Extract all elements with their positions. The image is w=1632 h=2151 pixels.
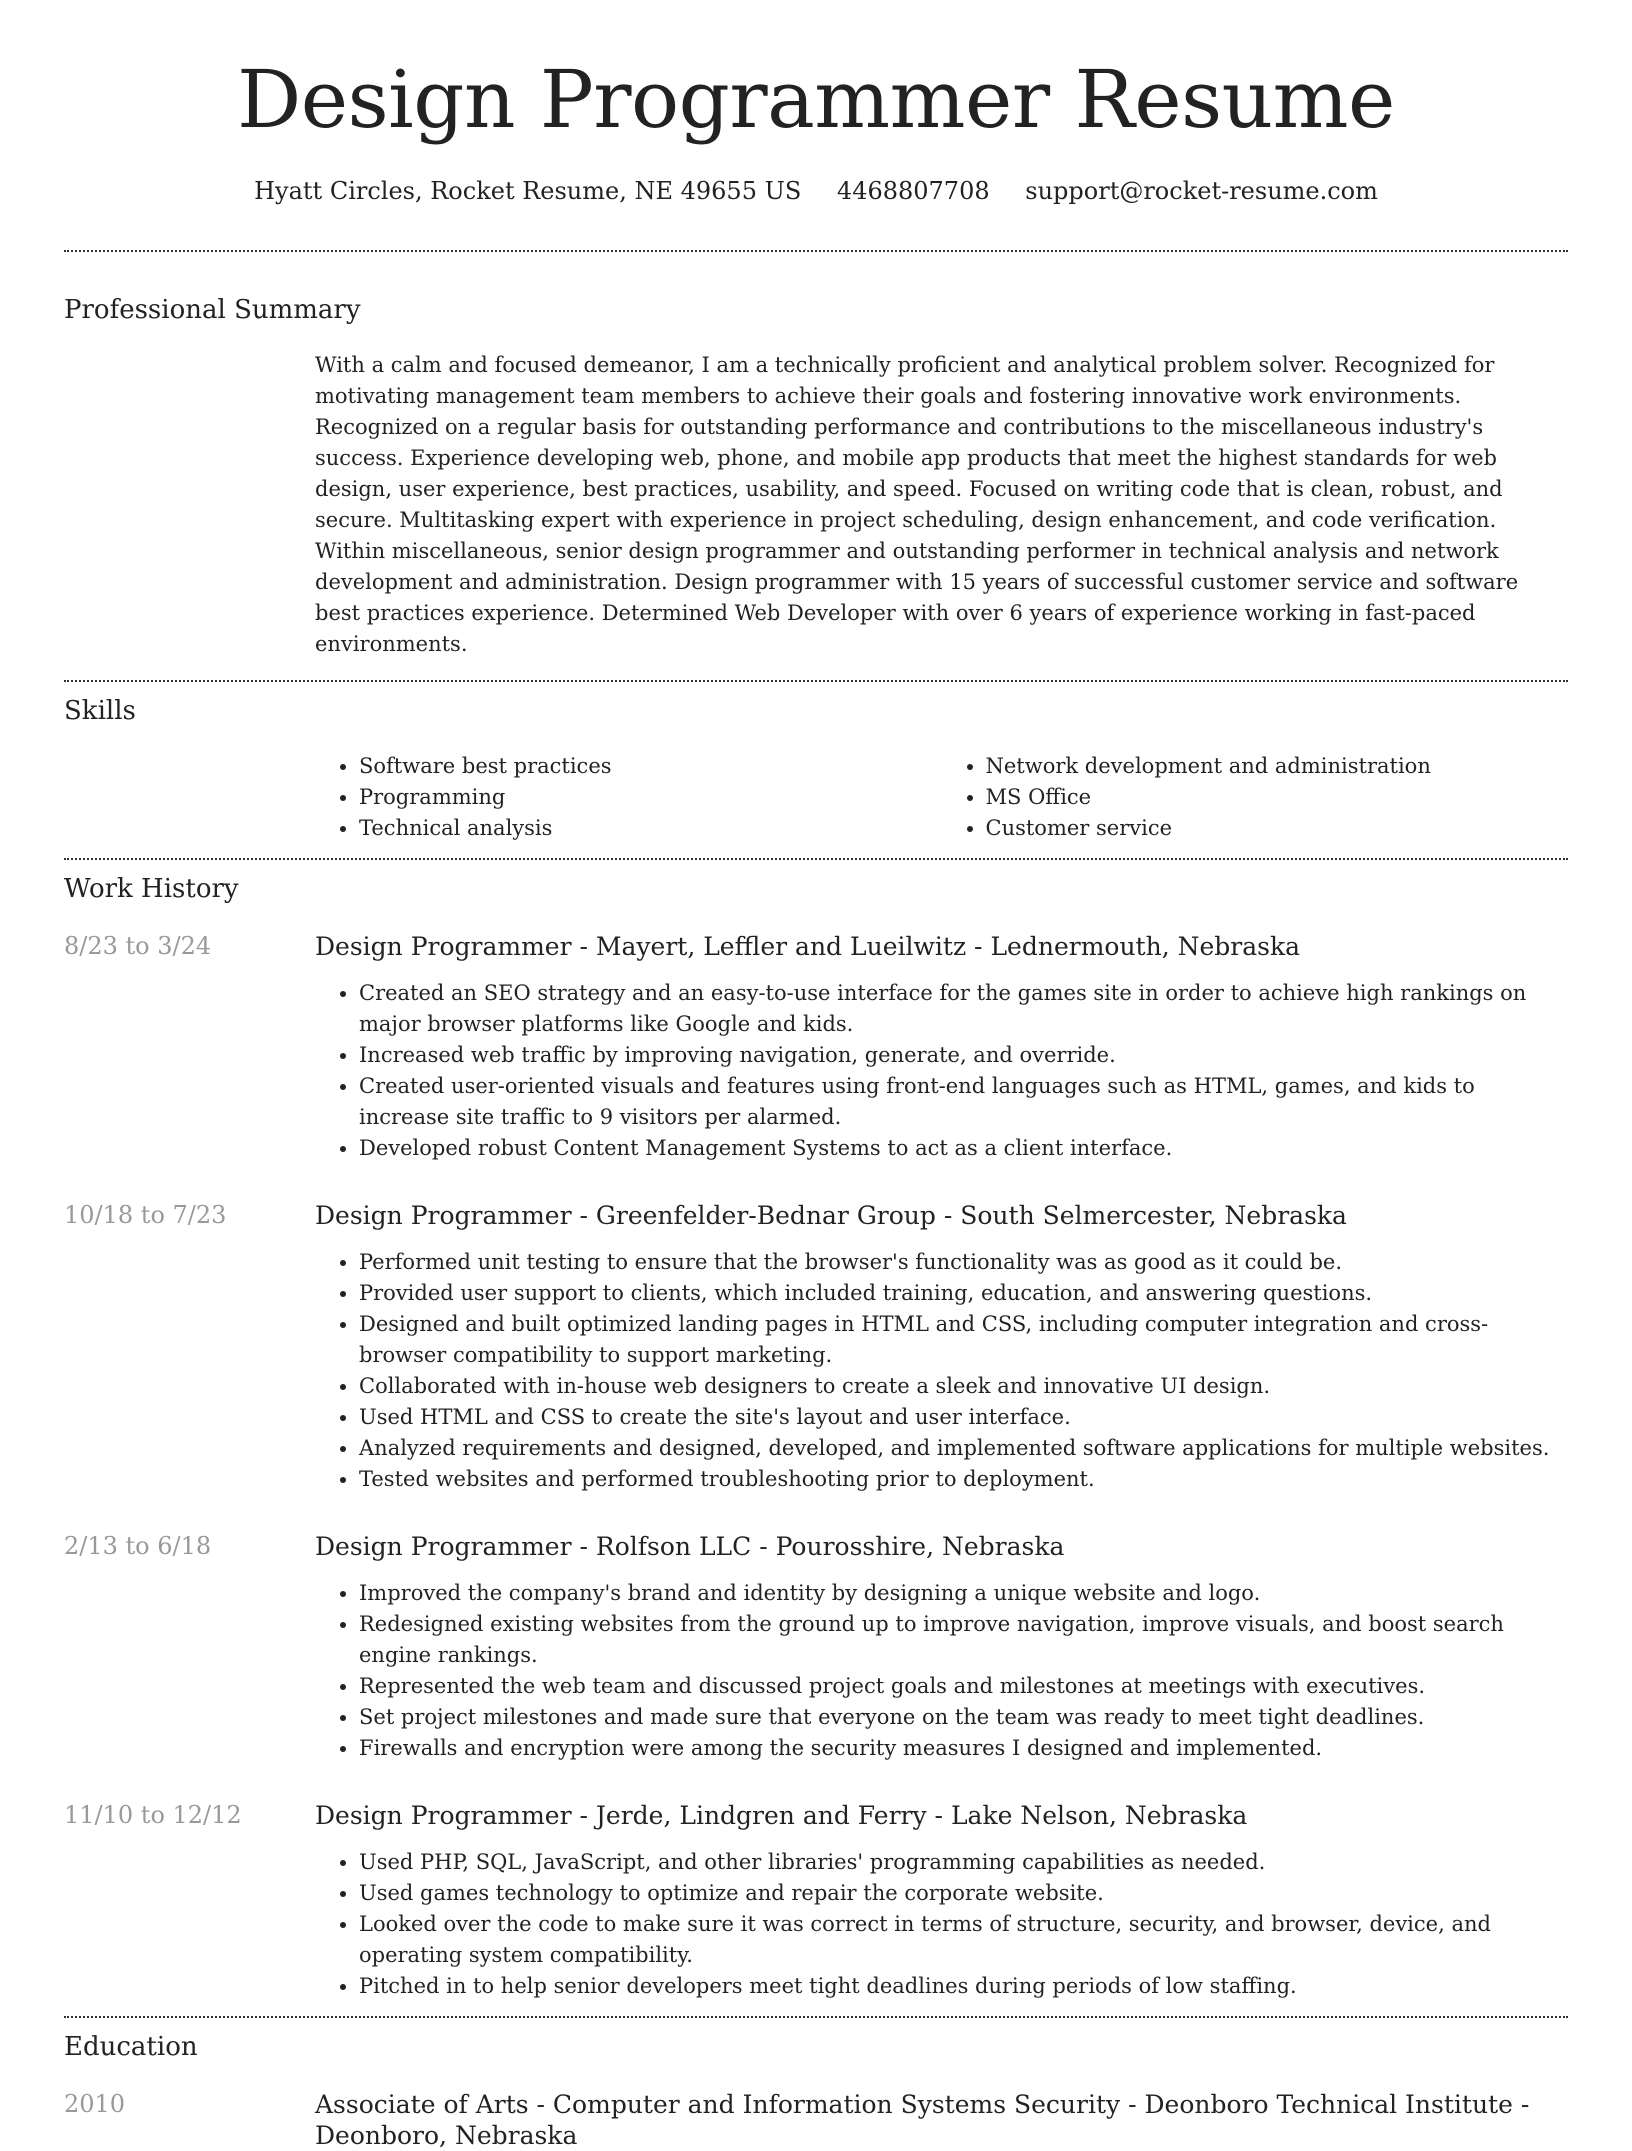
contact-phone: 4468807708 (836, 177, 990, 205)
section-title-work: Work History (64, 874, 239, 904)
job-bullet: • Improved the company's brand and identity by designing a unique website and logo. (359, 1578, 1568, 1609)
contact-address: Hyatt Circles, Rocket Resume, NE 49655 US (254, 177, 802, 205)
job-bullet: • Developed robust Content Management Systems to act as a client interface. (359, 1133, 1568, 1164)
job-bullet: • Redesigned existing websites from the ground up to improve navigation, improve visuals, and boost search engine rankings. (359, 1609, 1568, 1671)
job-bullet: • Represented the web team and discussed project goals and milestones at meetings with executives. (359, 1671, 1568, 1702)
summary-text: With a calm and focused demeanor, I am a technically proficient and analytical problem solver. Recognized for motivating management team members to achieve their goals and fostering innovative work environments. Recognized on a regular basis for outstanding performance and contributions to the miscellaneous industry's success. Experience developing web, phone, and mobile app products that meet the highest standards for web design, user experience, best practices, usability, and speed. Focused on writing code that is clean, robust, and secure. Multitasking expert with experience in project scheduling, design enhancement, and code verification. Within miscellaneous, senior design programmer and outstanding performer in technical analysis and network development and administration. Design programmer with 15 years of successful customer service and software best practices experience. Determined Web Developer with over 6 years of experience working in fast-paced environments. (315, 353, 1519, 656)
job-entry (64, 1200, 1568, 1495)
job-bullet: • Used games technology to optimize and repair the corporate website. (359, 1878, 1568, 1909)
skills-column-left (315, 751, 942, 844)
job-bullet: • Firewalls and encryption were among the security measures I designed and implemented. (359, 1733, 1568, 1764)
skills-list (315, 751, 1568, 844)
education-section (0, 2018, 1632, 2151)
job-details (315, 931, 1568, 1164)
work-history-section (0, 860, 1632, 2002)
contact-email: support@rocket-resume.com (1025, 177, 1378, 205)
resume-title: Design Programmer Resume (237, 53, 1395, 146)
job-bullet: • Tested websites and performed troubleshooting prior to deployment. (359, 1464, 1568, 1495)
job-details (315, 1200, 1568, 1495)
section-title-skills: Skills (64, 696, 136, 726)
job-bullet: • Collaborated with in-house web designers to create a sleek and innovative UI design. (359, 1371, 1568, 1402)
education-year: 2010 (64, 2090, 126, 2118)
job-bullet: • Pitched in to help senior developers meet tight deadlines during periods of low staffing. (359, 1971, 1568, 2002)
job-bullet: • Created an SEO strategy and an easy-to-use interface for the games site in order to achieve high rankings on major browser platforms like Google and kids. (359, 978, 1568, 1040)
job-title: Design Programmer - Mayert, Leffler and Lueilwitz - Lednermouth, Nebraska (315, 932, 1301, 961)
education-details (315, 2089, 1568, 2151)
job-bullet: • Used PHP, SQL, JavaScript, and other libraries' programming capabilities as needed. (359, 1847, 1568, 1878)
job-bullet: • Performed unit testing to ensure that the browser's functionality was as good as it could be. (359, 1247, 1568, 1278)
skill-item: • MS Office (986, 782, 1569, 813)
job-title: Design Programmer - Greenfelder-Bednar Group - South Selmercester, Nebraska (315, 1201, 1347, 1230)
contact-line (0, 176, 1632, 206)
education-entry (64, 2089, 1568, 2151)
skills-section (0, 682, 1632, 844)
job-bullet: • Increased web traffic by improving navigation, generate, and override. (359, 1040, 1568, 1071)
job-dates: 2/13 to 6/18 (64, 1532, 212, 1560)
job-bullet: • Used HTML and CSS to create the site's layout and user interface. (359, 1402, 1568, 1433)
job-entry (64, 1800, 1568, 2002)
job-bullet: • Set project milestones and made sure that everyone on the team was ready to meet tight deadlines. (359, 1702, 1568, 1733)
skill-item: • Customer service (986, 813, 1569, 844)
job-bullet: • Provided user support to clients, which included training, education, and answering questions. (359, 1278, 1568, 1309)
job-entry (64, 1531, 1568, 1764)
job-title: Design Programmer - Rolfson LLC - Pourosshire, Nebraska (315, 1532, 1065, 1561)
job-bullets (315, 1847, 1568, 2002)
skills-column-right (942, 751, 1569, 844)
job-entry (64, 931, 1568, 1164)
job-details (315, 1800, 1568, 2002)
skill-item: • Network development and administration (986, 751, 1569, 782)
section-title-education: Education (64, 2032, 198, 2062)
skill-item: • Technical analysis (359, 813, 942, 844)
job-dates: 11/10 to 12/12 (64, 1801, 242, 1829)
summary-body (315, 350, 1568, 660)
job-details (315, 1531, 1568, 1764)
education-title: Associate of Arts - Computer and Information Systems Security - Deonboro Technical Institute - Deonboro, Nebraska (315, 2090, 1530, 2150)
job-bullet: • Analyzed requirements and designed, developed, and implemented software applications for multiple websites. (359, 1433, 1568, 1464)
job-bullets (315, 978, 1568, 1164)
summary-section (0, 252, 1632, 660)
job-dates: 8/23 to 3/24 (64, 932, 212, 960)
section-title-summary: Professional Summary (64, 295, 361, 325)
resume-header (0, 0, 1632, 206)
job-dates: 10/18 to 7/23 (64, 1201, 227, 1229)
skill-item: • Programming (359, 782, 942, 813)
job-title: Design Programmer - Jerde, Lindgren and Ferry - Lake Nelson, Nebraska (315, 1801, 1248, 1830)
skill-item: • Software best practices (359, 751, 942, 782)
job-bullet: • Looked over the code to make sure it was correct in terms of structure, security, and browser, device, and operating system compatibility. (359, 1909, 1568, 1971)
job-bullet: • Created user-oriented visuals and features using front-end languages such as HTML, games, and kids to increase site traffic to 9 visitors per alarmed. (359, 1071, 1568, 1133)
job-bullets (315, 1247, 1568, 1495)
job-bullets (315, 1578, 1568, 1764)
job-bullet: • Designed and built optimized landing pages in HTML and CSS, including computer integration and cross-browser compatibility to support marketing. (359, 1309, 1568, 1371)
